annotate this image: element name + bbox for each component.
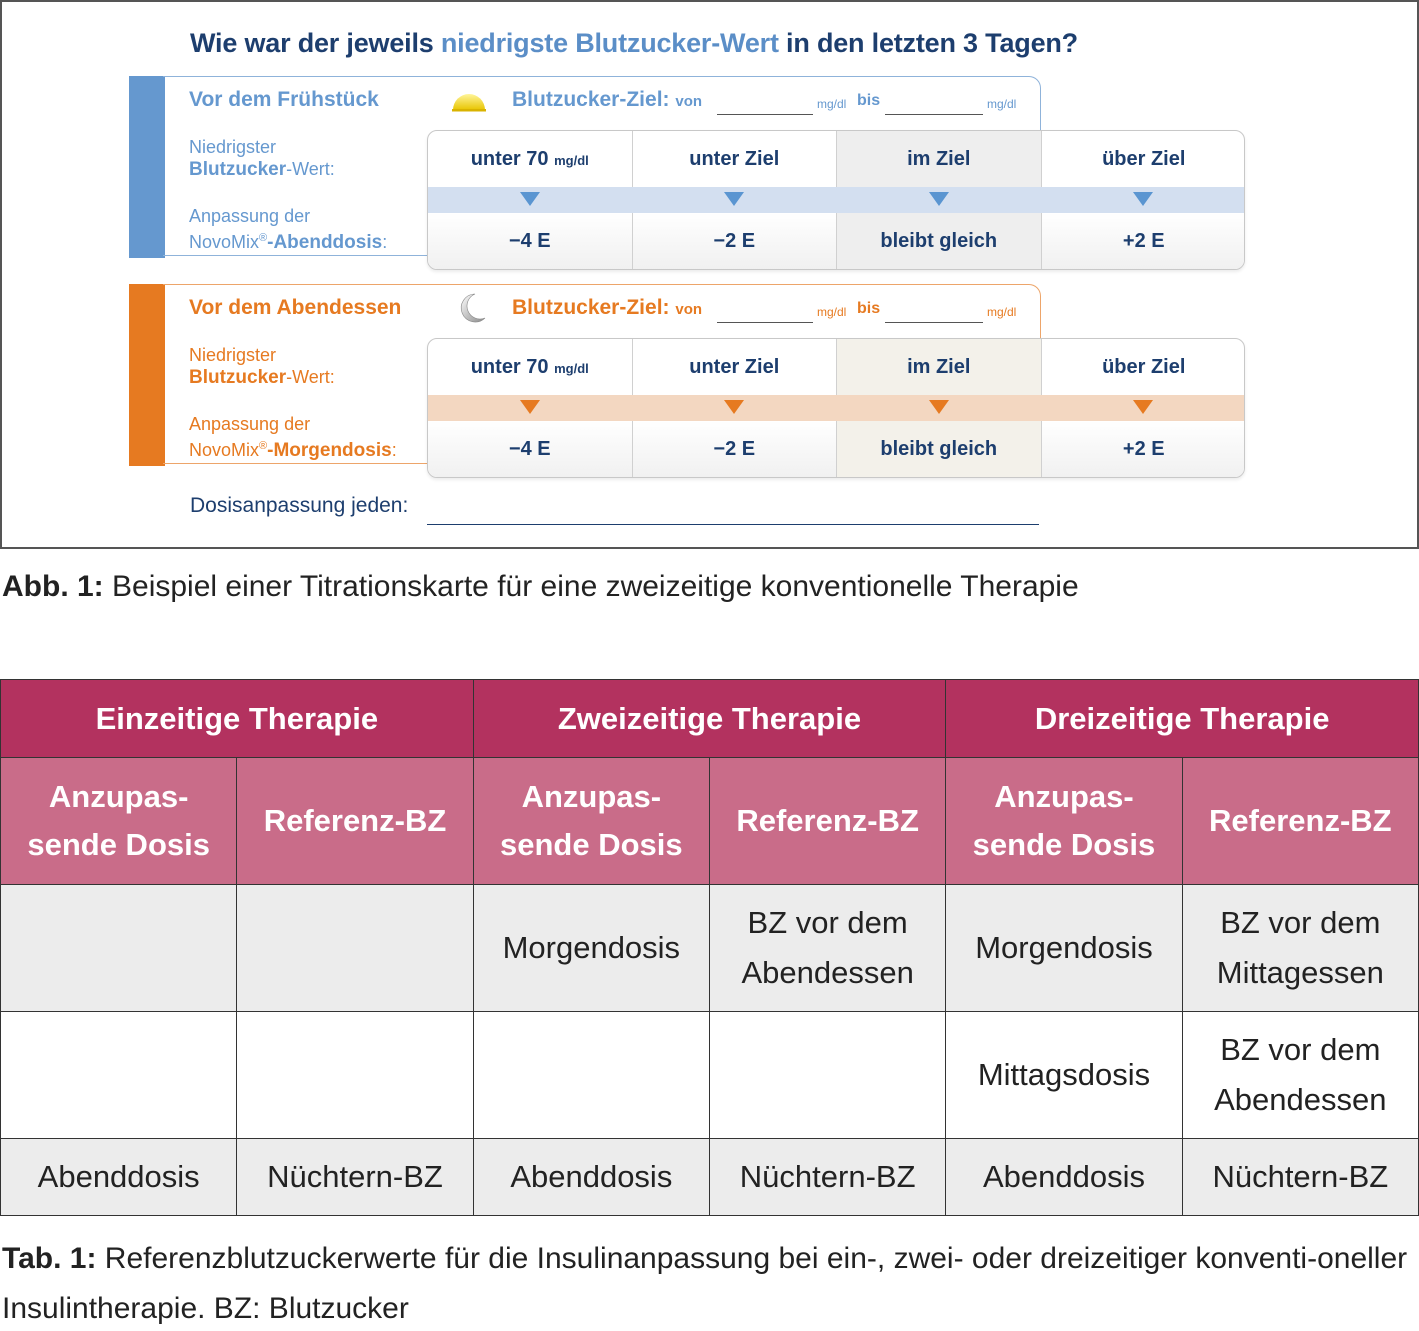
row-label-lowest-value: Niedrigster Blutzucker-Wert: [189, 345, 335, 388]
table-cell: BZ vor dem Mittagessen [1182, 885, 1418, 1012]
subheader-dose: Anzupas- sende Dosis [946, 758, 1182, 885]
subheader-dose: Anzupas- sende Dosis [473, 758, 709, 885]
table-row [1, 1139, 1419, 1216]
goal-from-input-line[interactable] [717, 114, 813, 115]
arrow-down-icon [1133, 192, 1153, 206]
arrow-band [428, 395, 1244, 421]
arrow-down-icon [929, 192, 949, 206]
table-cell: Abenddosis [1, 1139, 237, 1216]
group-header-single: Einzeitige Therapie [1, 680, 474, 758]
row-label-lowest-value: Niedrigster Blutzucker-Wert: [189, 137, 335, 180]
grid-cell-top: über Ziel [1102, 148, 1186, 170]
grid-cell-bottom: −4 E [428, 421, 633, 478]
grid-cell-bottom: bleibt gleich [837, 213, 1042, 270]
figure-title: Wie war der jeweils niedrigste Blutzucker-Wert in den letzten 3 Tagen? [190, 28, 1078, 58]
section-heading: Vor dem Abendessen [189, 296, 402, 319]
table-cell: Morgendosis [946, 885, 1182, 1012]
grid-cell-bottom: −2 E [633, 421, 838, 478]
table-cell: BZ vor dem Abendessen [1182, 1012, 1418, 1139]
grid-cell-top: unter Ziel [633, 131, 838, 187]
row-label-dose-adjustment: Anpassung der NovoMix®-Morgendosis: [189, 414, 397, 461]
grid-cell-top: unter Ziel [633, 339, 838, 395]
goal-to-input-line[interactable] [885, 322, 983, 323]
goal-to-input-line[interactable] [885, 114, 983, 115]
titration-card-figure [0, 0, 1419, 549]
table-cell: Nüchtern-BZ [237, 1139, 473, 1216]
adjustment-grid [427, 130, 1245, 270]
table-cell: Nüchtern-BZ [1182, 1139, 1418, 1216]
grid-cell-bottom: +2 E [1042, 213, 1246, 270]
arrow-down-icon [520, 400, 540, 414]
goal-to-unit: mg/dl [987, 305, 1017, 319]
goal-row: Blutzucker-Ziel: von [512, 296, 703, 319]
moon-icon [457, 292, 487, 324]
goal-to-unit: mg/dl [987, 97, 1017, 111]
dose-adjustment-label: Dosisanpassung jeden: [190, 494, 409, 517]
section-color-bar [129, 76, 165, 258]
table-caption: Tab. 1: Referenzblutzuckerwerte für die Insulinanpassung bei ein-, zwei- oder dreizeitiger konventi-oneller Insulintherapie. BZ: Blutzucker [2, 1242, 1408, 1325]
goal-to-label: bis [857, 300, 881, 317]
table-cell: Morgendosis [473, 885, 709, 1012]
subheader-ref: Referenz-BZ [709, 758, 945, 885]
adjustment-grid [427, 338, 1245, 478]
arrow-band [428, 187, 1244, 213]
goal-to-label: bis [857, 92, 881, 109]
subheader-ref: Referenz-BZ [1182, 758, 1418, 885]
section-heading: Vor dem Frühstück [189, 88, 379, 111]
row-label-dose-adjustment: Anpassung der NovoMix®-Abenddosis: [189, 206, 388, 253]
table-cell [473, 1012, 709, 1139]
section-before-dinner [129, 284, 1249, 466]
grid-cell-bottom: −4 E [428, 213, 633, 270]
grid-cell-top: im Ziel [837, 131, 1042, 187]
grid-cell-top: im Ziel [837, 339, 1042, 395]
table-cell [237, 885, 473, 1012]
grid-cell-bottom: −2 E [633, 213, 838, 270]
subheader-dose: Anzupas- sende Dosis [1, 758, 237, 885]
section-before-breakfast [129, 76, 1249, 258]
sun-icon [452, 92, 486, 112]
table-cell: Abenddosis [946, 1139, 1182, 1216]
table-sub-header-row [1, 758, 1419, 885]
arrow-down-icon [724, 400, 744, 414]
reference-table [0, 679, 1419, 1216]
section-color-bar [129, 284, 165, 466]
arrow-down-icon [1133, 400, 1153, 414]
group-header-double: Zweizeitige Therapie [473, 680, 946, 758]
grid-cell-top: unter 70 mg/dl [428, 131, 633, 187]
table-cell: Nüchtern-BZ [709, 1139, 945, 1216]
table-cell [1, 885, 237, 1012]
grid-cell-bottom: bleibt gleich [837, 421, 1042, 478]
table-cell: Mittagsdosis [946, 1012, 1182, 1139]
table-cell [237, 1012, 473, 1139]
goal-from-unit: mg/dl [817, 305, 847, 319]
table-group-header-row [1, 680, 1419, 758]
table-cell [709, 1012, 945, 1139]
figure-caption: Abb. 1: Beispiel einer Titrationskarte für eine zweizeitige konventionelle Therapie [2, 570, 1079, 603]
table-row [1, 885, 1419, 1012]
goal-from-unit: mg/dl [817, 97, 847, 111]
goal-from-input-line[interactable] [717, 322, 813, 323]
table-cell: BZ vor dem Abendessen [709, 885, 945, 1012]
table-row [1, 1012, 1419, 1139]
group-header-triple: Dreizeitige Therapie [946, 680, 1419, 758]
table-cell [1, 1012, 237, 1139]
dose-adjustment-input-line[interactable] [427, 524, 1039, 525]
grid-cell-bottom: +2 E [1042, 421, 1246, 478]
grid-cell-top: über Ziel [1102, 356, 1186, 378]
arrow-down-icon [520, 192, 540, 206]
subheader-ref: Referenz-BZ [237, 758, 473, 885]
grid-cell-top: unter 70 mg/dl [428, 339, 633, 395]
goal-row: Blutzucker-Ziel: von [512, 88, 703, 111]
table-cell: Abenddosis [473, 1139, 709, 1216]
arrow-down-icon [929, 400, 949, 414]
arrow-down-icon [724, 192, 744, 206]
